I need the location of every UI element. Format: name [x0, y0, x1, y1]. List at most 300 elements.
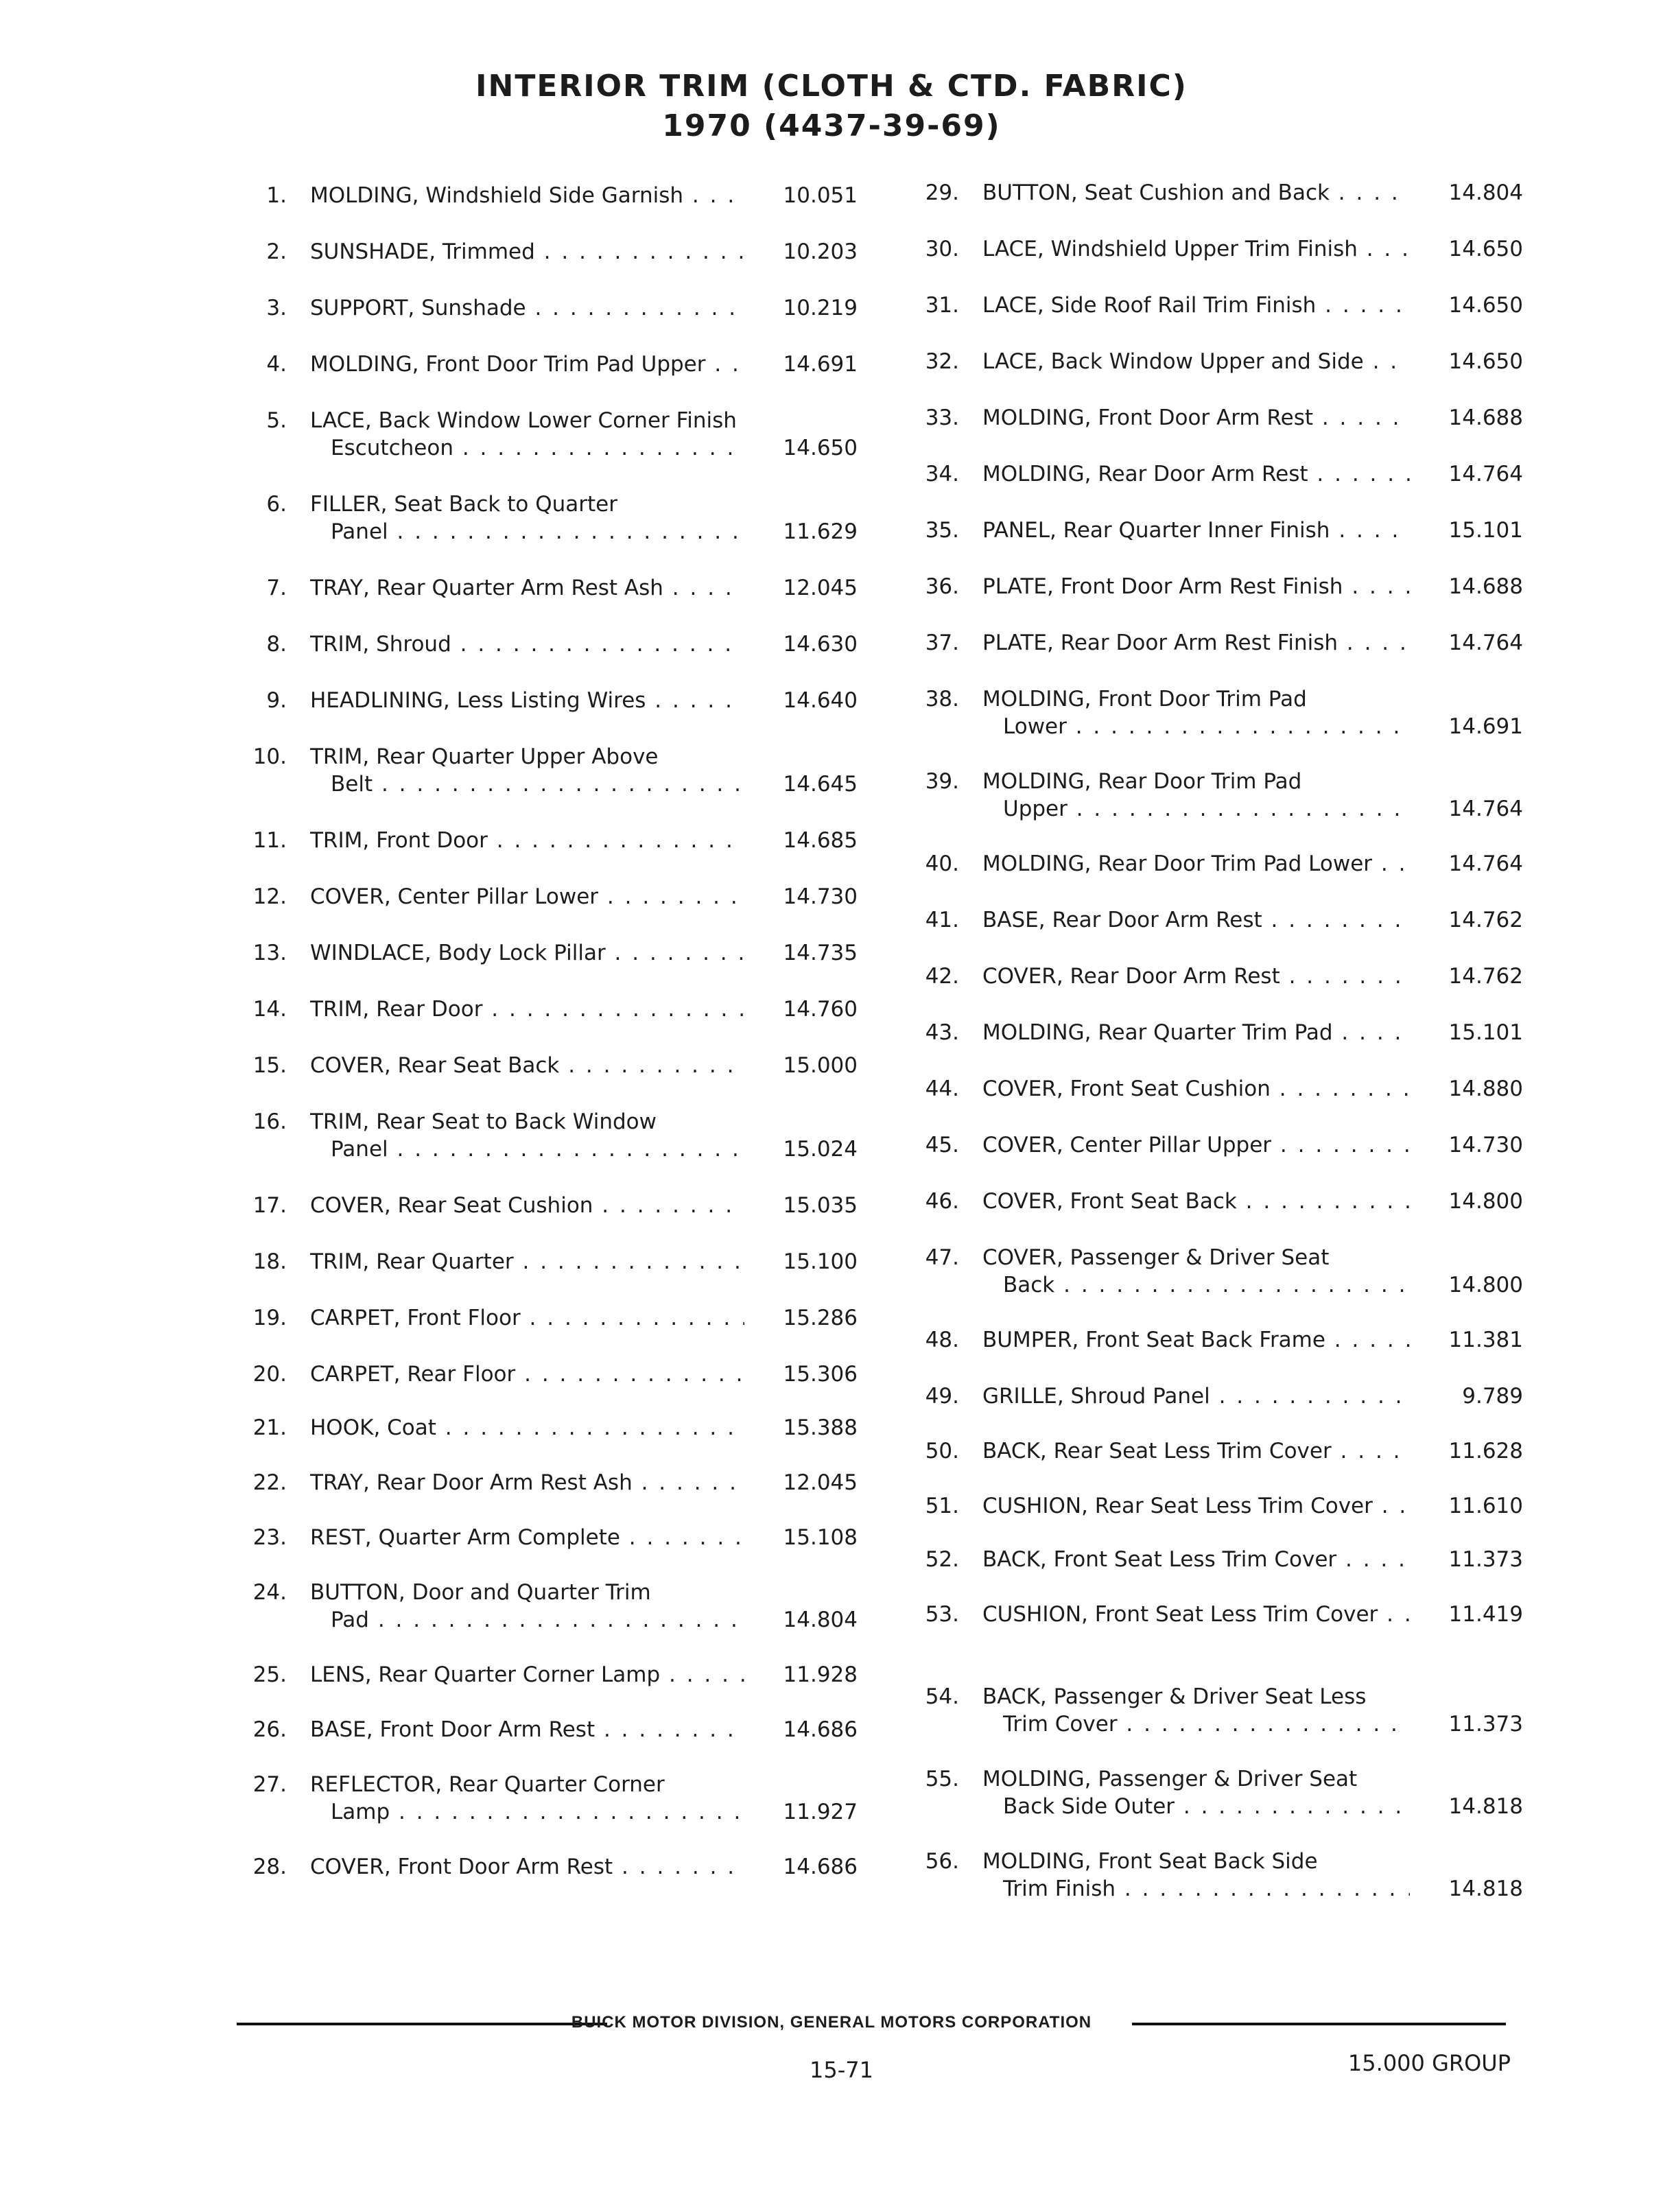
item-description-text: TRAY, Rear Quarter Arm Rest Ash [310, 576, 663, 600]
group-number: 14.688 [1448, 405, 1523, 430]
item-description-line [310, 1771, 744, 1798]
item-number: 8. [266, 632, 287, 657]
item-number: 25. [252, 1662, 287, 1687]
item-description [310, 1853, 744, 1881]
item-description-text: PLATE, Rear Door Arm Rest Finish [982, 631, 1338, 655]
group-number: 15.388 [783, 1415, 858, 1440]
item-description-text: COVER, Front Door Arm Rest [310, 1855, 613, 1879]
item-number: 15. [252, 1053, 287, 1078]
item-description [982, 404, 1410, 432]
footer-rule-right [1132, 2023, 1506, 2025]
item-description-line [982, 768, 1410, 795]
group-number: 15.286 [783, 1306, 858, 1330]
item-description-text: TRIM, Rear Door [310, 997, 483, 1022]
item-description-line [982, 1019, 1410, 1046]
group-number: 11.373 [1448, 1712, 1523, 1737]
item-description-text: REST, Quarter Arm Complete [310, 1525, 620, 1550]
item-description [982, 1382, 1410, 1410]
item-description-text: LACE, Back Window Upper and Side [982, 349, 1364, 374]
item-description-line [310, 1798, 744, 1826]
item-number: 31. [925, 293, 959, 318]
item-number: 20. [252, 1362, 287, 1387]
item-description-text: MOLDING, Front Seat Back Side [982, 1849, 1318, 1874]
item-number: 21. [252, 1415, 287, 1440]
item-number: 12. [252, 884, 287, 909]
item-description-text: MOLDING, Front Door Trim Pad Upper [310, 352, 706, 377]
item-description-line [310, 631, 744, 658]
group-number: 14.640 [783, 688, 858, 713]
item-description-text: Back Side Outer [1003, 1794, 1175, 1819]
item-description-text: MOLDING, Windshield Side Garnish [310, 183, 684, 208]
item-description [310, 1414, 744, 1442]
item-description-line [982, 460, 1410, 488]
item-number: 28. [252, 1855, 287, 1879]
item-number: 18. [252, 1249, 287, 1274]
item-number: 44. [925, 1076, 959, 1101]
item-number: 33. [925, 405, 959, 430]
item-description-text: BUMPER, Front Seat Back Frame [982, 1328, 1325, 1352]
item-description-line [982, 573, 1410, 600]
item-description-line [310, 1579, 744, 1606]
page-title: INTERIOR TRIM (CLOTH & CTD. FABRIC) [475, 69, 1188, 104]
item-description-text: TRIM, Rear Quarter [310, 1249, 514, 1274]
item-description-line [310, 770, 744, 798]
item-description-text: Panel [331, 1137, 388, 1162]
item-description-text: WINDLACE, Body Lock Pillar [310, 941, 606, 965]
item-number: 16. [252, 1109, 287, 1134]
item-description-line [310, 1136, 744, 1163]
item-description-text: Upper [1003, 797, 1068, 821]
item-description [310, 1771, 744, 1826]
item-description [982, 1437, 1410, 1465]
item-description-line [310, 1606, 744, 1634]
item-number: 23. [252, 1525, 287, 1550]
item-description-text: HEADLINING, Less Listing Wires [310, 688, 646, 713]
item-description-text: MOLDING, Rear Door Arm Rest [982, 462, 1308, 486]
item-description-line [982, 1683, 1410, 1710]
item-number: 10. [252, 744, 287, 769]
item-description-line [310, 434, 744, 462]
item-description-text: LACE, Side Roof Rail Trim Finish [982, 293, 1317, 318]
item-description-text: PLATE, Front Door Arm Rest Finish [982, 574, 1343, 599]
group-number: 14.762 [1448, 964, 1523, 989]
item-description-line [982, 1492, 1410, 1520]
item-number: 3. [266, 296, 287, 320]
group-number: 14.691 [783, 352, 858, 377]
item-number: 51. [925, 1494, 959, 1518]
group-number: 12.045 [783, 576, 858, 600]
group-number: 14.764 [1448, 797, 1523, 821]
item-description-text: CUSHION, Rear Seat Less Trim Cover [982, 1494, 1373, 1518]
item-description [982, 573, 1410, 600]
group-number: 15.306 [783, 1362, 858, 1387]
group-number: 14.804 [783, 1608, 858, 1632]
item-description-text: TRIM, Front Door [310, 828, 488, 853]
item-description-text: MOLDING, Front Door Trim Pad [982, 687, 1307, 711]
item-description-text: PANEL, Rear Quarter Inner Finish [982, 518, 1330, 543]
item-description-text: HOOK, Coat [310, 1415, 436, 1440]
item-description [310, 574, 744, 602]
item-description [310, 407, 744, 462]
item-number: 53. [925, 1602, 959, 1627]
item-number: 2. [266, 239, 287, 264]
group-number: 15.108 [783, 1525, 858, 1550]
group-number: 10.219 [783, 296, 858, 320]
item-description [310, 1716, 744, 1743]
item-description-line [310, 743, 744, 770]
group-number: 14.762 [1448, 908, 1523, 932]
item-number: 30. [925, 237, 959, 261]
item-description-text: COVER, Center Pillar Lower [310, 884, 599, 909]
item-description [310, 1469, 744, 1496]
item-description [982, 1131, 1410, 1159]
item-number: 22. [252, 1470, 287, 1495]
item-description [310, 182, 744, 209]
group-number: 12.045 [783, 1470, 858, 1495]
item-number: 5. [266, 408, 287, 433]
item-description [982, 1188, 1410, 1215]
item-number: 17. [252, 1193, 287, 1218]
item-description-line [310, 1248, 744, 1275]
item-description-line [982, 1601, 1410, 1628]
item-description-line [310, 996, 744, 1023]
item-description-line [310, 1469, 744, 1496]
item-description [310, 827, 744, 854]
item-description [982, 517, 1410, 544]
group-number: 14.880 [1448, 1076, 1523, 1101]
item-description-line [982, 404, 1410, 432]
item-description [982, 1848, 1410, 1903]
item-description-text: MOLDING, Rear Door Trim Pad Lower [982, 851, 1373, 876]
item-number: 34. [925, 462, 959, 486]
item-description [982, 629, 1410, 657]
item-description-text: Trim Cover [1003, 1712, 1118, 1737]
item-description [310, 1052, 744, 1079]
item-description [310, 687, 744, 714]
item-number: 41. [925, 908, 959, 932]
item-description-line [310, 1108, 744, 1136]
item-description-line [982, 1765, 1410, 1793]
group-number: 11.610 [1448, 1494, 1523, 1518]
group-number: 11.628 [1448, 1439, 1523, 1463]
group-number: 14.686 [783, 1717, 858, 1742]
item-number: 40. [925, 851, 959, 876]
item-description-line [982, 348, 1410, 375]
item-description-text: LACE, Windshield Upper Trim Finish [982, 237, 1358, 261]
item-number: 26. [252, 1717, 287, 1742]
item-description [982, 1683, 1410, 1738]
item-number: 4. [266, 352, 287, 377]
item-description-text: Panel [331, 519, 388, 544]
footer-company: BUICK MOTOR DIVISION, GENERAL MOTORS CORPORATION [571, 2013, 1092, 2032]
item-description [982, 348, 1410, 375]
item-description-text: CARPET, Front Floor [310, 1306, 521, 1330]
item-description-text: BACK, Passenger & Driver Seat Less [982, 1684, 1367, 1709]
item-description-text: COVER, Rear Seat Cushion [310, 1193, 593, 1218]
group-number: 14.691 [1448, 714, 1523, 739]
item-description [982, 460, 1410, 488]
group-number: 14.688 [1448, 574, 1523, 599]
item-description-line [310, 294, 744, 322]
item-description-text: TRAY, Rear Door Arm Rest Ash [310, 1470, 633, 1495]
item-description-line [982, 517, 1410, 544]
item-description-line [310, 1414, 744, 1442]
item-description-text: TRIM, Shroud [310, 632, 451, 657]
item-description [982, 1075, 1410, 1103]
group-label: 15.000 GROUP [1347, 2050, 1511, 2076]
item-description-line [310, 238, 744, 266]
item-description [982, 906, 1410, 934]
item-description-line [310, 1052, 744, 1079]
item-description-text: BUTTON, Seat Cushion and Back [982, 180, 1330, 205]
item-description-text: BACK, Front Seat Less Trim Cover [982, 1547, 1337, 1572]
item-description-text: TRIM, Rear Quarter Upper Above [310, 744, 659, 769]
group-number: 15.035 [783, 1193, 858, 1218]
item-description [310, 351, 744, 378]
item-number: 46. [925, 1189, 959, 1214]
item-description-line [982, 906, 1410, 934]
group-number: 14.800 [1448, 1189, 1523, 1214]
item-description [982, 685, 1410, 740]
item-description [982, 235, 1410, 263]
group-number: 14.818 [1448, 1876, 1523, 1901]
item-number: 11. [252, 828, 287, 853]
item-description-line [982, 1437, 1410, 1465]
item-number: 48. [925, 1328, 959, 1352]
group-number: 14.764 [1448, 851, 1523, 876]
item-description [310, 1108, 744, 1163]
item-number: 49. [925, 1384, 959, 1409]
item-description-line [310, 351, 744, 378]
item-description-line [310, 687, 744, 714]
group-number: 14.730 [1448, 1133, 1523, 1157]
group-number: 15.000 [783, 1053, 858, 1078]
item-description-line [982, 1188, 1410, 1215]
item-description [310, 939, 744, 967]
item-description [982, 292, 1410, 319]
item-description [310, 1248, 744, 1275]
group-number: 14.804 [1448, 180, 1523, 205]
item-description [310, 631, 744, 658]
item-number: 50. [925, 1439, 959, 1463]
item-description-text: COVER, Rear Door Arm Rest [982, 964, 1280, 989]
item-description-line [982, 1546, 1410, 1573]
item-description [982, 1601, 1410, 1628]
item-description-line [982, 179, 1410, 207]
item-description-text: MOLDING, Front Door Arm Rest [982, 405, 1313, 430]
item-description-line [982, 292, 1410, 319]
group-number: 15.100 [783, 1249, 858, 1274]
item-number: 54. [925, 1684, 959, 1709]
item-number: 6. [266, 492, 287, 517]
item-number: 45. [925, 1133, 959, 1157]
group-number: 14.800 [1448, 1273, 1523, 1297]
item-description-line [982, 1875, 1410, 1903]
item-description [310, 1304, 744, 1332]
item-description-line [310, 407, 744, 434]
group-number: 11.927 [783, 1800, 858, 1824]
item-description [982, 1765, 1410, 1820]
item-description-line [310, 518, 744, 545]
group-number: 10.203 [783, 239, 858, 264]
item-description-text: LENS, Rear Quarter Corner Lamp [310, 1662, 661, 1687]
item-description-text: BASE, Front Door Arm Rest [310, 1717, 595, 1742]
item-description [310, 996, 744, 1023]
item-description [982, 768, 1410, 823]
item-number: 37. [925, 631, 959, 655]
item-description-text: COVER, Front Seat Cushion [982, 1076, 1271, 1101]
item-description-text: Lamp [331, 1800, 390, 1824]
item-description-text: Back [1003, 1273, 1055, 1297]
group-number: 14.645 [783, 772, 858, 797]
item-description-text: MOLDING, Rear Door Trim Pad [982, 769, 1302, 794]
item-description [310, 294, 744, 322]
item-description-line [310, 1853, 744, 1881]
group-number: 14.650 [1448, 349, 1523, 374]
item-description [982, 1326, 1410, 1354]
item-number: 1. [266, 183, 287, 208]
item-description [310, 1361, 744, 1388]
group-number: 14.650 [783, 436, 858, 460]
page-number: 15-71 [810, 2057, 873, 2083]
item-description [310, 883, 744, 910]
item-description [310, 1661, 744, 1689]
item-number: 42. [925, 964, 959, 989]
group-number: 14.764 [1448, 462, 1523, 486]
item-description-line [982, 629, 1410, 657]
item-description-line [982, 685, 1410, 713]
group-number: 9.789 [1462, 1384, 1523, 1409]
item-description-text: MOLDING, Rear Quarter Trim Pad [982, 1020, 1333, 1045]
group-number: 14.764 [1448, 631, 1523, 655]
item-description-text: Lower [1003, 714, 1067, 739]
group-number: 14.686 [783, 1855, 858, 1879]
item-number: 39. [925, 769, 959, 794]
item-description-line [982, 1244, 1410, 1271]
item-description-text: LACE, Back Window Lower Corner Finish [310, 408, 737, 433]
item-description-text: MOLDING, Passenger & Driver Seat [982, 1767, 1358, 1791]
group-number: 14.630 [783, 632, 858, 657]
group-number: 14.650 [1448, 237, 1523, 261]
item-description [310, 1579, 744, 1634]
item-description-text: TRIM, Rear Seat to Back Window [310, 1109, 657, 1134]
group-number: 10.051 [783, 183, 858, 208]
item-description-line [982, 1075, 1410, 1103]
group-number: 14.735 [783, 941, 858, 965]
item-description-line [310, 1304, 744, 1332]
item-number: 24. [252, 1580, 287, 1605]
item-description-text: SUNSHADE, Trimmed [310, 239, 535, 264]
item-number: 27. [252, 1772, 287, 1797]
item-description-text: FILLER, Seat Back to Quarter [310, 492, 617, 517]
group-number: 14.685 [783, 828, 858, 853]
item-description [982, 963, 1410, 990]
item-description-text: CUSHION, Front Seat Less Trim Cover [982, 1602, 1378, 1627]
item-description-text: Escutcheon [331, 436, 453, 460]
item-description-line [310, 1192, 744, 1219]
item-description-line [310, 182, 744, 209]
group-number: 14.650 [1448, 293, 1523, 318]
item-description [982, 1244, 1410, 1299]
item-description [310, 743, 744, 798]
group-number: 14.730 [783, 884, 858, 909]
item-number: 47. [925, 1245, 959, 1270]
item-number: 13. [252, 941, 287, 965]
group-number: 11.373 [1448, 1547, 1523, 1572]
group-number: 14.760 [783, 997, 858, 1022]
item-description [982, 179, 1410, 207]
item-description-line [310, 1716, 744, 1743]
item-description [310, 491, 744, 545]
item-number: 9. [266, 688, 287, 713]
group-number: 11.419 [1448, 1602, 1523, 1627]
item-description [310, 1524, 744, 1551]
item-description-line [982, 1326, 1410, 1354]
item-description-line [310, 1361, 744, 1388]
group-number: 11.629 [783, 519, 858, 544]
item-description-text: COVER, Front Seat Back [982, 1189, 1237, 1214]
item-description-line [982, 1271, 1410, 1299]
group-number: 15.024 [783, 1137, 858, 1162]
item-description-line [982, 850, 1410, 878]
item-description-text: BACK, Rear Seat Less Trim Cover [982, 1439, 1332, 1463]
item-number: 43. [925, 1020, 959, 1045]
item-description [982, 1019, 1410, 1046]
item-number: 14. [252, 997, 287, 1022]
item-number: 55. [925, 1767, 959, 1791]
item-description-line [982, 963, 1410, 990]
item-number: 36. [925, 574, 959, 599]
item-description-text: CARPET, Rear Floor [310, 1362, 516, 1387]
item-description-text: Pad [331, 1608, 369, 1632]
group-number: 15.101 [1448, 518, 1523, 543]
item-description-text: REFLECTOR, Rear Quarter Corner [310, 1772, 665, 1797]
group-number: 11.381 [1448, 1328, 1523, 1352]
item-description-line [310, 574, 744, 602]
item-description-line [310, 1661, 744, 1689]
item-description-text: COVER, Passenger & Driver Seat [982, 1245, 1330, 1270]
item-number: 29. [925, 180, 959, 205]
item-description-text: Belt [331, 772, 373, 797]
item-description-line [310, 491, 744, 518]
item-description-line [982, 1710, 1410, 1738]
item-description-text: BASE, Rear Door Arm Rest [982, 908, 1262, 932]
item-description-text: GRILLE, Shroud Panel [982, 1384, 1210, 1409]
item-description [982, 850, 1410, 878]
item-description [310, 238, 744, 266]
item-description [982, 1546, 1410, 1573]
item-description-line [982, 1131, 1410, 1159]
item-description-text: Trim Finish [1003, 1876, 1116, 1901]
item-description-line [982, 1793, 1410, 1820]
page-subtitle: 1970 (4437-39-69) [662, 108, 1001, 143]
item-description-line [982, 1848, 1410, 1875]
item-description-line [310, 939, 744, 967]
item-number: 38. [925, 687, 959, 711]
item-description-text: BUTTON, Door and Quarter Trim [310, 1580, 651, 1605]
item-description-line [982, 1382, 1410, 1410]
item-description-line [310, 1524, 744, 1551]
item-description [982, 1492, 1410, 1520]
item-description-text: COVER, Center Pillar Upper [982, 1133, 1272, 1157]
item-description-text: SUPPORT, Sunshade [310, 296, 526, 320]
item-number: 7. [266, 576, 287, 600]
item-description-line [310, 827, 744, 854]
item-description [310, 1192, 744, 1219]
group-number: 15.101 [1448, 1020, 1523, 1045]
item-description-line [982, 713, 1410, 740]
item-number: 35. [925, 518, 959, 543]
